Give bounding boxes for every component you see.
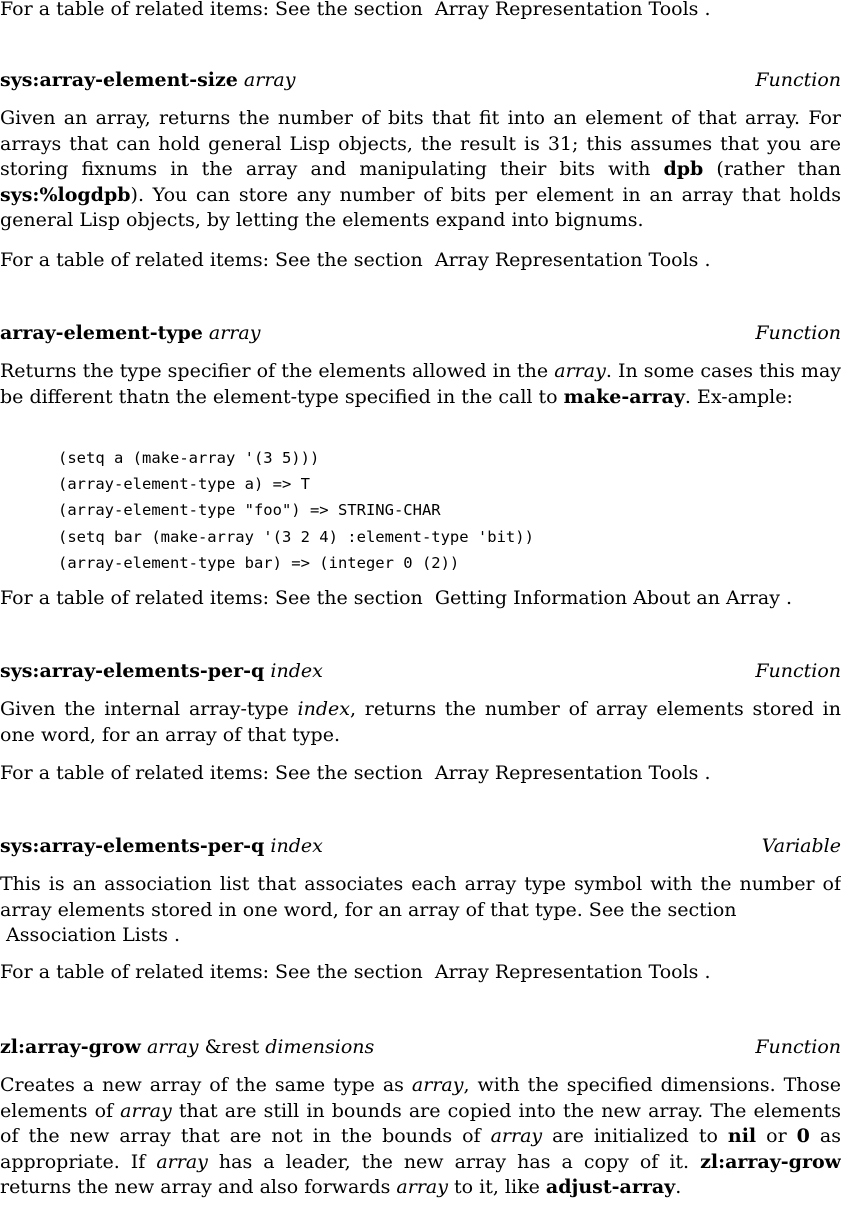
entry-kind: Function	[755, 322, 841, 344]
related-items-line: For a table of related items: See the section Array Representation Tools .	[0, 0, 711, 20]
entry-args: index	[270, 835, 323, 857]
section-link[interactable]: Array Representation Tools	[434, 0, 699, 20]
entry-kind: Variable	[761, 835, 841, 857]
entry-name: zl:array-grow	[0, 1036, 141, 1058]
entry-description: Returns the type specifier of the elements allowed in the array. In some cases this may be different thatn the element-type specified in the call to make-array. Ex-ample:	[0, 360, 841, 408]
entry-description: Creates a new array of the same type as array, with the specified dimensions. Those elements of array that are still in bounds are copied into the new array. The elements of the new array that are not in the bounds of array are initialized to nil or 0 as appropriate. If array has a leader, the new array has a copy of it. zl:array-grow returns the new array and also forwards array to it, like adjust-array.	[0, 1074, 841, 1198]
section-link[interactable]: Getting Information About an Array	[434, 587, 780, 609]
related-items-line: For a table of related items: See the section Array Representation Tools .	[0, 249, 711, 271]
entry-description: Given the internal array-type index, returns the number of array elements stored in one word, for an array of that type.	[0, 698, 841, 746]
entry-kind: Function	[755, 1036, 841, 1058]
entry-kind: Function	[755, 69, 841, 91]
entry-args: array	[243, 69, 296, 91]
entry-name: sys:array-elements-per-q	[0, 835, 265, 857]
entry-header	[0, 834, 841, 859]
code-example: (setq a (make-array '(3 5))) (array-element-type a) => T (array-element-type "foo") => STRING-CHAR (setq bar (make-array '(3 2 4) :element-type 'bit)) (array-element-type bar) => (integer 0 (2))	[58, 449, 534, 572]
related-items-line: For a table of related items: See the section Array Representation Tools .	[0, 961, 711, 983]
section-link[interactable]: Association Lists	[6, 924, 169, 946]
entry-args: array	[208, 322, 261, 344]
entry-kind: Function	[755, 660, 841, 682]
entry-args: dimensions	[265, 1036, 375, 1058]
entry-header	[0, 321, 841, 346]
entry-description: Given an array, returns the number of bits that fit into an element of that array. For arrays that can hold general Lisp objects, the result is 31; this assumes that you are storing fixnums in the array and manipulating their bits with dpb (rather than sys:%logdpb). You can store any number of bits per element in an array that holds general Lisp objects, by letting the elements expand into bignums.	[0, 107, 841, 231]
related-items-line: For a table of related items: See the section Array Representation Tools .	[0, 762, 711, 784]
entry-name: sys:array-element-size	[0, 69, 238, 91]
entry-name: sys:array-elements-per-q	[0, 660, 265, 682]
related-items-line: For a table of related items: See the section Getting Information About an Array .	[0, 587, 793, 609]
section-link[interactable]: Array Representation Tools	[434, 249, 699, 271]
entry-description: This is an association list that associates each array type symbol with the number of array elements stored in one word, for an array of that type. See the section Association Lists .	[0, 873, 841, 946]
section-link[interactable]: Array Representation Tools	[434, 961, 699, 983]
entry-name: array-element-type	[0, 322, 203, 344]
entry-args-rest: &rest	[204, 1036, 260, 1058]
entry-args: array	[146, 1036, 199, 1058]
entry-args: index	[270, 660, 323, 682]
entry-header	[0, 68, 841, 93]
entry-header	[0, 659, 841, 684]
section-link[interactable]: Array Representation Tools	[434, 762, 699, 784]
entry-header	[0, 1035, 841, 1060]
